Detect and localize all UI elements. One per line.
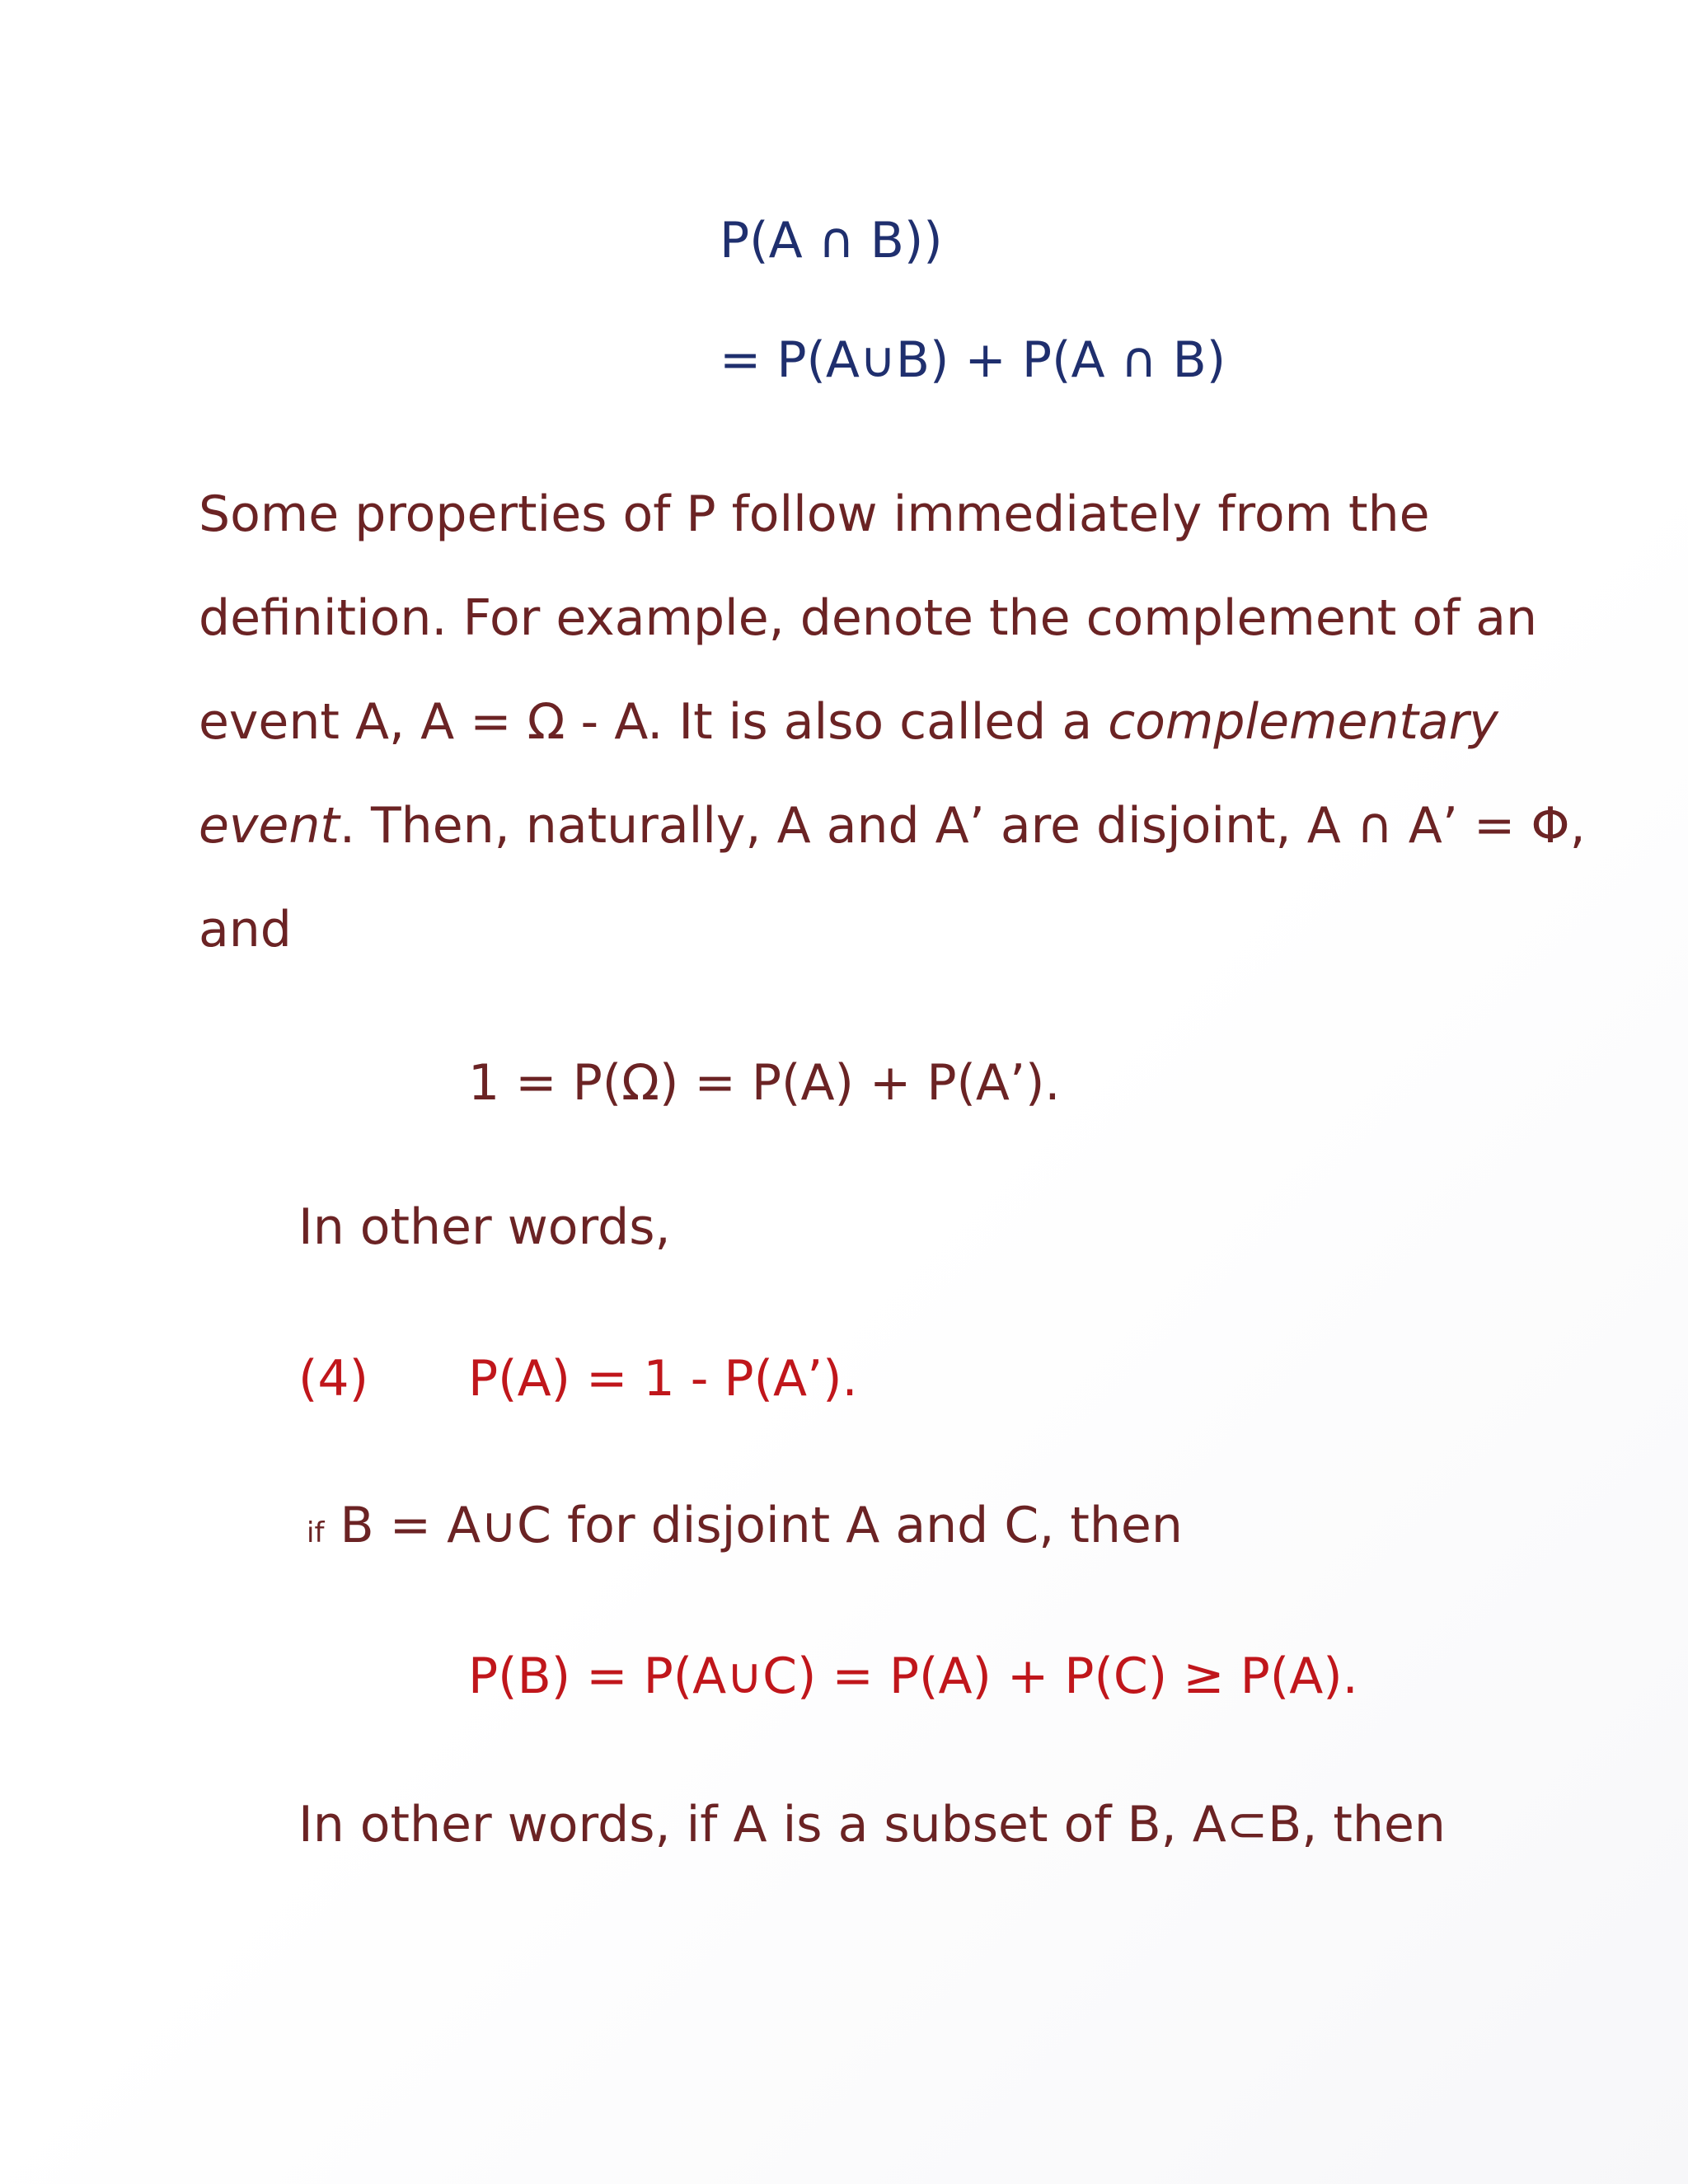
paragraph-line-1: Some properties of P follow immediately from the — [199, 485, 1430, 543]
term-event: event — [199, 797, 340, 855]
equation-union-sum: = P(A∪B) + P(A ∩ B) — [720, 331, 1226, 389]
term-complementary: complementary — [1108, 693, 1498, 751]
paragraph-line-4 — [199, 797, 1586, 855]
paragraph-line-2: definition. For example, denote the complement of an — [199, 589, 1538, 647]
equation-subset-inequality: P(B) = P(A∪C) = P(A) + P(C) ≥ P(A). — [468, 1647, 1358, 1705]
equation-4: P(A) = 1 - P(A’). — [468, 1350, 858, 1408]
equation-number-4: (4) — [298, 1350, 368, 1408]
if-statement — [307, 1497, 1183, 1554]
equation-complement-sum: 1 = P(Ω) = P(A) + P(A’). — [468, 1054, 1061, 1112]
in-other-words-2: In other words, if A is a subset of B, A⊂B, then — [298, 1796, 1446, 1854]
paragraph-line-3-text: event A, A = Ω - A. It is also called a — [199, 693, 1109, 751]
paragraph-line-4-text: . Then, naturally, A and A’ are disjoint, A ∩ A’ = Φ, — [339, 797, 1586, 855]
in-other-words-1: In other words, — [298, 1198, 671, 1256]
equation-intersection: P(A ∩ B)) — [720, 212, 943, 269]
paragraph-line-5: and — [199, 901, 292, 958]
if-statement-text: B = A∪C for disjoint A and C, then — [324, 1497, 1183, 1554]
paragraph-line-3 — [199, 693, 1498, 751]
if-word: if — [307, 1516, 325, 1549]
